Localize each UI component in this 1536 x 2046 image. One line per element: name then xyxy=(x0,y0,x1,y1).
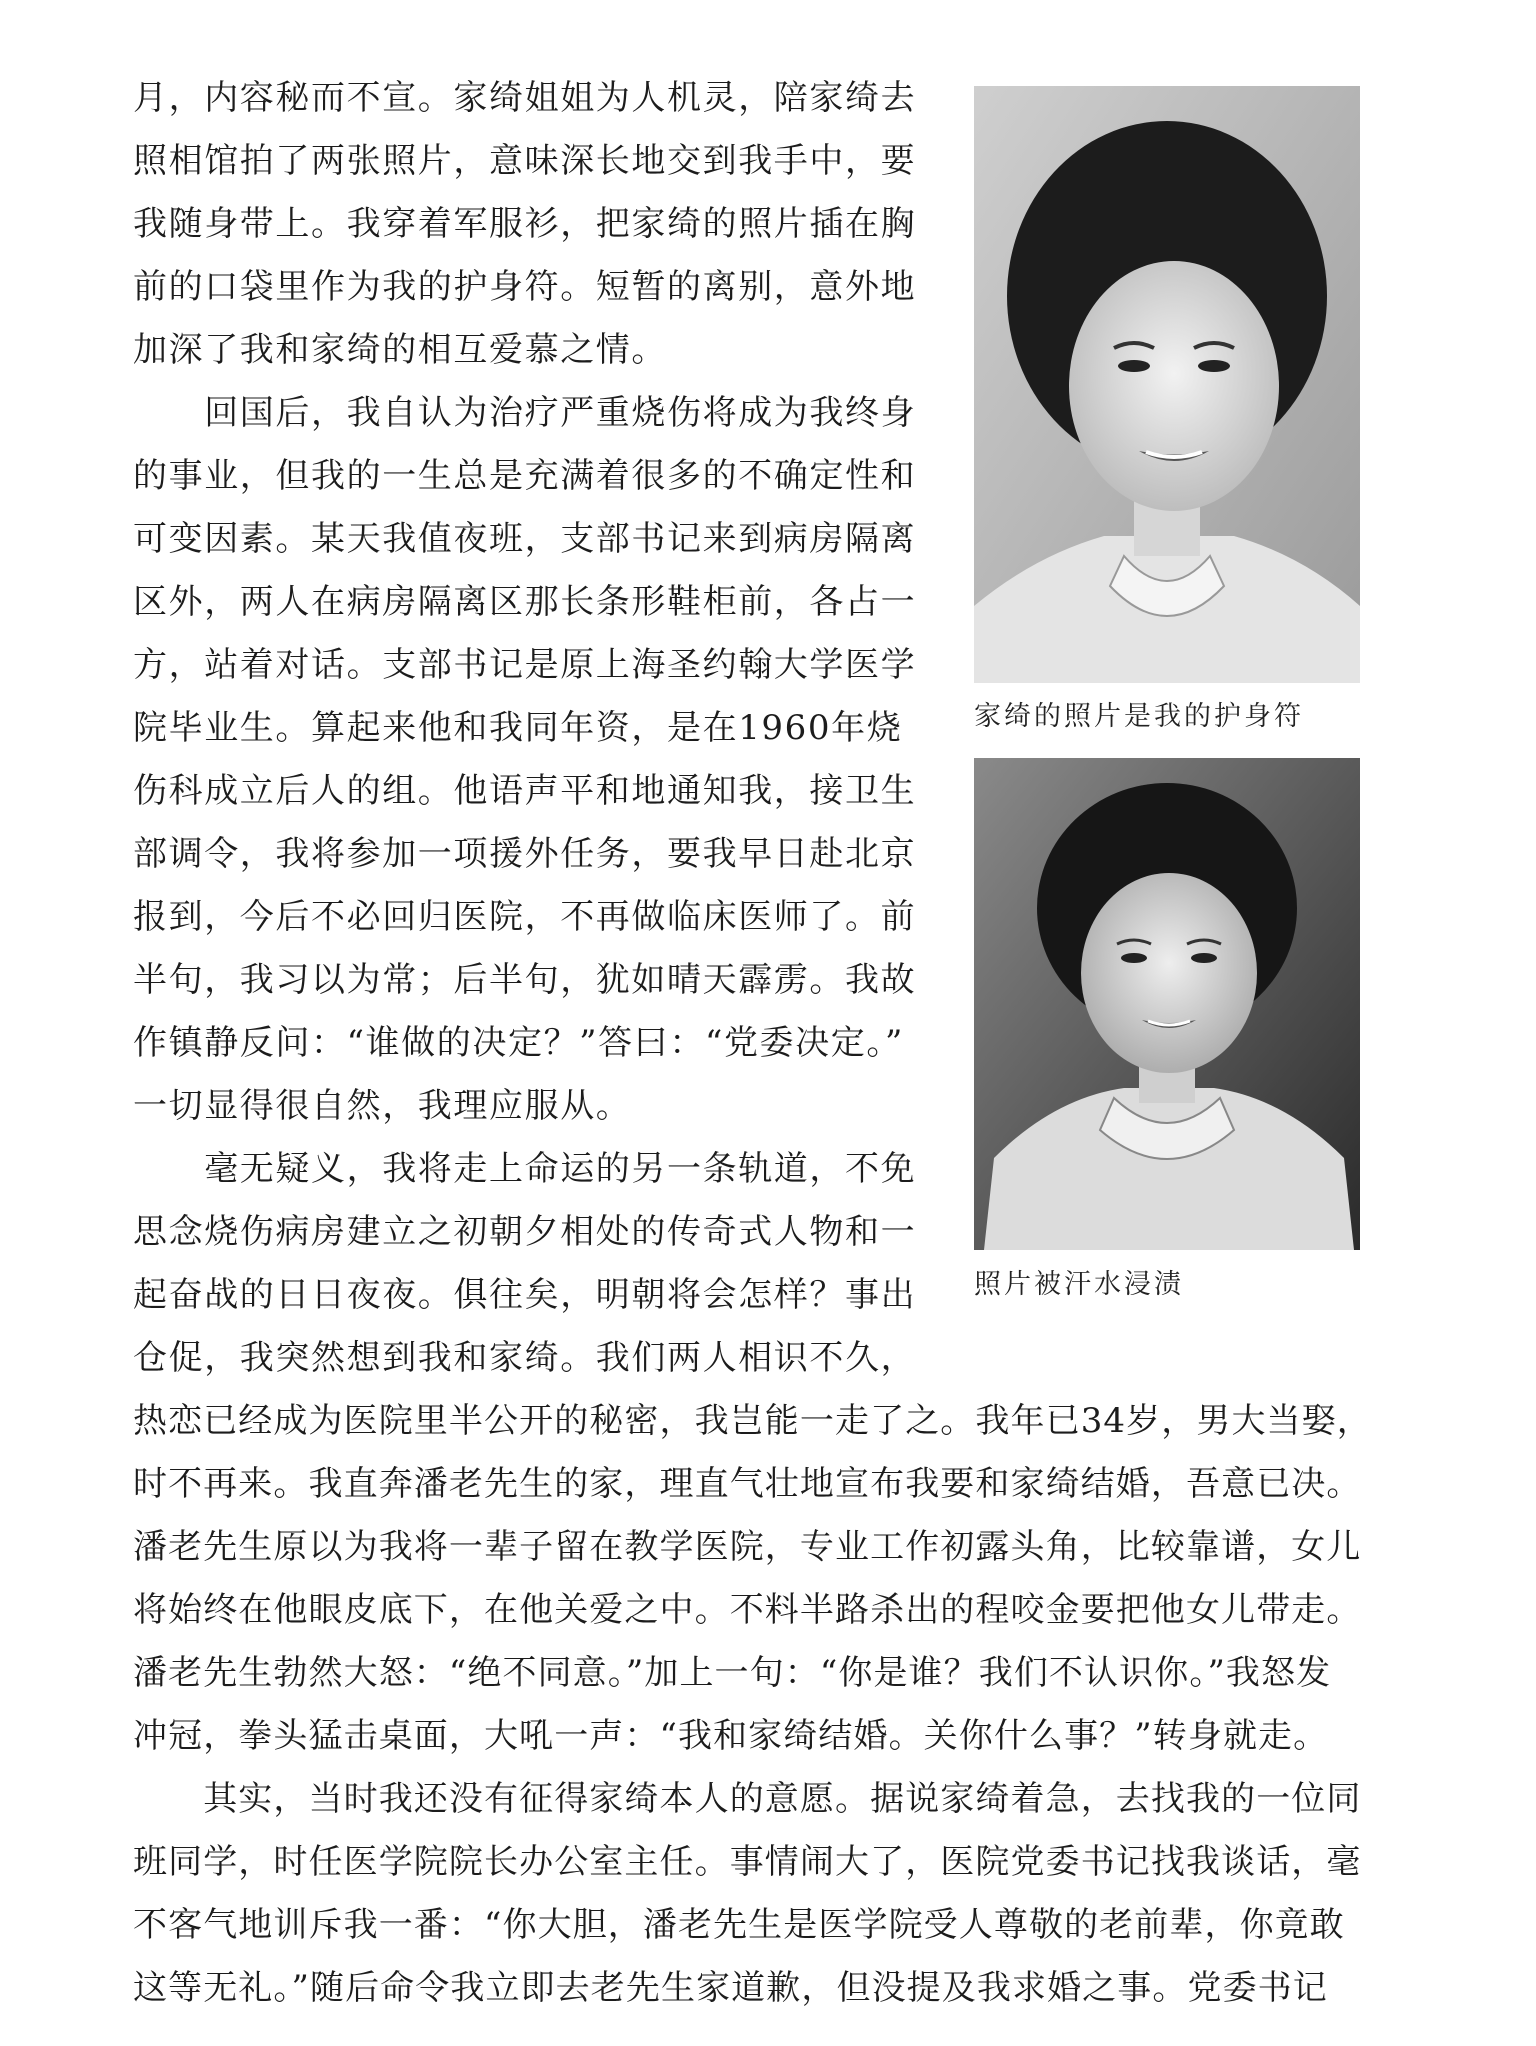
text-line: 仓促，我突然想到我和家绮。我们两人相识不久， xyxy=(133,1338,917,1378)
photo-caption-2: 照片被汗水浸渍 xyxy=(974,1269,1184,1300)
text-line: 加深了我和家绮的相互爱慕之情。 xyxy=(133,330,667,370)
text-line: 半句，我习以为常；后半句，犹如晴天霹雳。我故 xyxy=(133,960,917,1000)
text-line: 时不再来。我直奔潘老先生的家，理直气壮地宣布我要和家绮结婚，吾意已决。 xyxy=(133,1464,1362,1504)
text-line: 月，内容秘而不宣。家绮姐姐为人机灵，陪家绮去 xyxy=(133,78,917,118)
text-line: 报到，今后不必回归医院，不再做临床医师了。前 xyxy=(133,897,917,937)
text-line: 作镇静反问：“谁做的决定？”答曰：“党委决定。” xyxy=(133,1023,904,1063)
text-line: 前的口袋里作为我的护身符。短暂的离别，意外地 xyxy=(133,267,917,307)
text-line: 方，站着对话。支部书记是原上海圣约翰大学医学 xyxy=(133,645,917,685)
text-line: 潘老先生原以为我将一辈子留在教学医院，专业工作初露头角，比较靠谱，女儿 xyxy=(133,1527,1362,1567)
text-line: 我随身带上。我穿着军服衫，把家绮的照片插在胸 xyxy=(133,204,917,244)
portrait-photo-2 xyxy=(974,758,1360,1250)
portrait-photo-1 xyxy=(974,86,1360,683)
portrait-image xyxy=(974,758,1360,1250)
text-line: 其实，当时我还没有征得家绮本人的意愿。据说家绮着急，去找我的一位同 xyxy=(133,1779,1362,1819)
text-line: 冲冠，拳头猛击桌面，大吼一声：“我和家绮结婚。关你什么事？”转身就走。 xyxy=(133,1716,1329,1756)
text-line: 这等无礼。”随后命令我立即去老先生家道歉，但没提及我求婚之事。党委书记 xyxy=(133,1968,1328,2008)
text-line: 起奋战的日日夜夜。俱往矣，明朝将会怎样？事出 xyxy=(133,1275,917,1315)
text-line: 毫无疑义，我将走上命运的另一条轨道，不免 xyxy=(133,1149,917,1189)
text-line: 回国后，我自认为治疗严重烧伤将成为我终身 xyxy=(133,393,917,433)
text-line: 可变因素。某天我值夜班，支部书记来到病房隔离 xyxy=(133,519,917,559)
text-line: 区外，两人在病房隔离区那长条形鞋柜前，各占一 xyxy=(133,582,917,622)
portrait-image xyxy=(974,86,1360,683)
photo-caption-1: 家绮的照片是我的护身符 xyxy=(974,701,1304,732)
text-line: 部调令，我将参加一项援外任务，要我早日赴北京 xyxy=(133,834,917,874)
text-line: 班同学，时任医学院院长办公室主任。事情闹大了，医院党委书记找我谈话，毫 xyxy=(133,1842,1362,1882)
text-line: 的事业，但我的一生总是充满着很多的不确定性和 xyxy=(133,456,917,496)
text-line: 潘老先生勃然大怒：“绝不同意。”加上一句：“你是谁？我们不认识你。”我怒发 xyxy=(133,1653,1332,1693)
text-line: 照相馆拍了两张照片，意味深长地交到我手中，要 xyxy=(133,141,917,181)
text-line: 伤科成立后人的组。他语声平和地通知我，接卫生 xyxy=(133,771,917,811)
text-line: 思念烧伤病房建立之初朝夕相处的传奇式人物和一 xyxy=(133,1212,917,1252)
text-line: 院毕业生。算起来他和我同年资，是在1960年烧 xyxy=(133,708,903,748)
text-line: 将始终在他眼皮底下，在他关爱之中。不料半路杀出的程咬金要把他女儿带走。 xyxy=(133,1590,1362,1630)
text-line: 不客气地训斥我一番：“你大胆，潘老先生是医学院受人尊敬的老前辈，你竟敢 xyxy=(133,1905,1345,1945)
text-line: 热恋已经成为医院里半公开的秘密，我岂能一走了之。我年已34岁，男大当娶， xyxy=(133,1401,1372,1441)
text-line: 一切显得很自然，我理应服从。 xyxy=(133,1086,632,1126)
